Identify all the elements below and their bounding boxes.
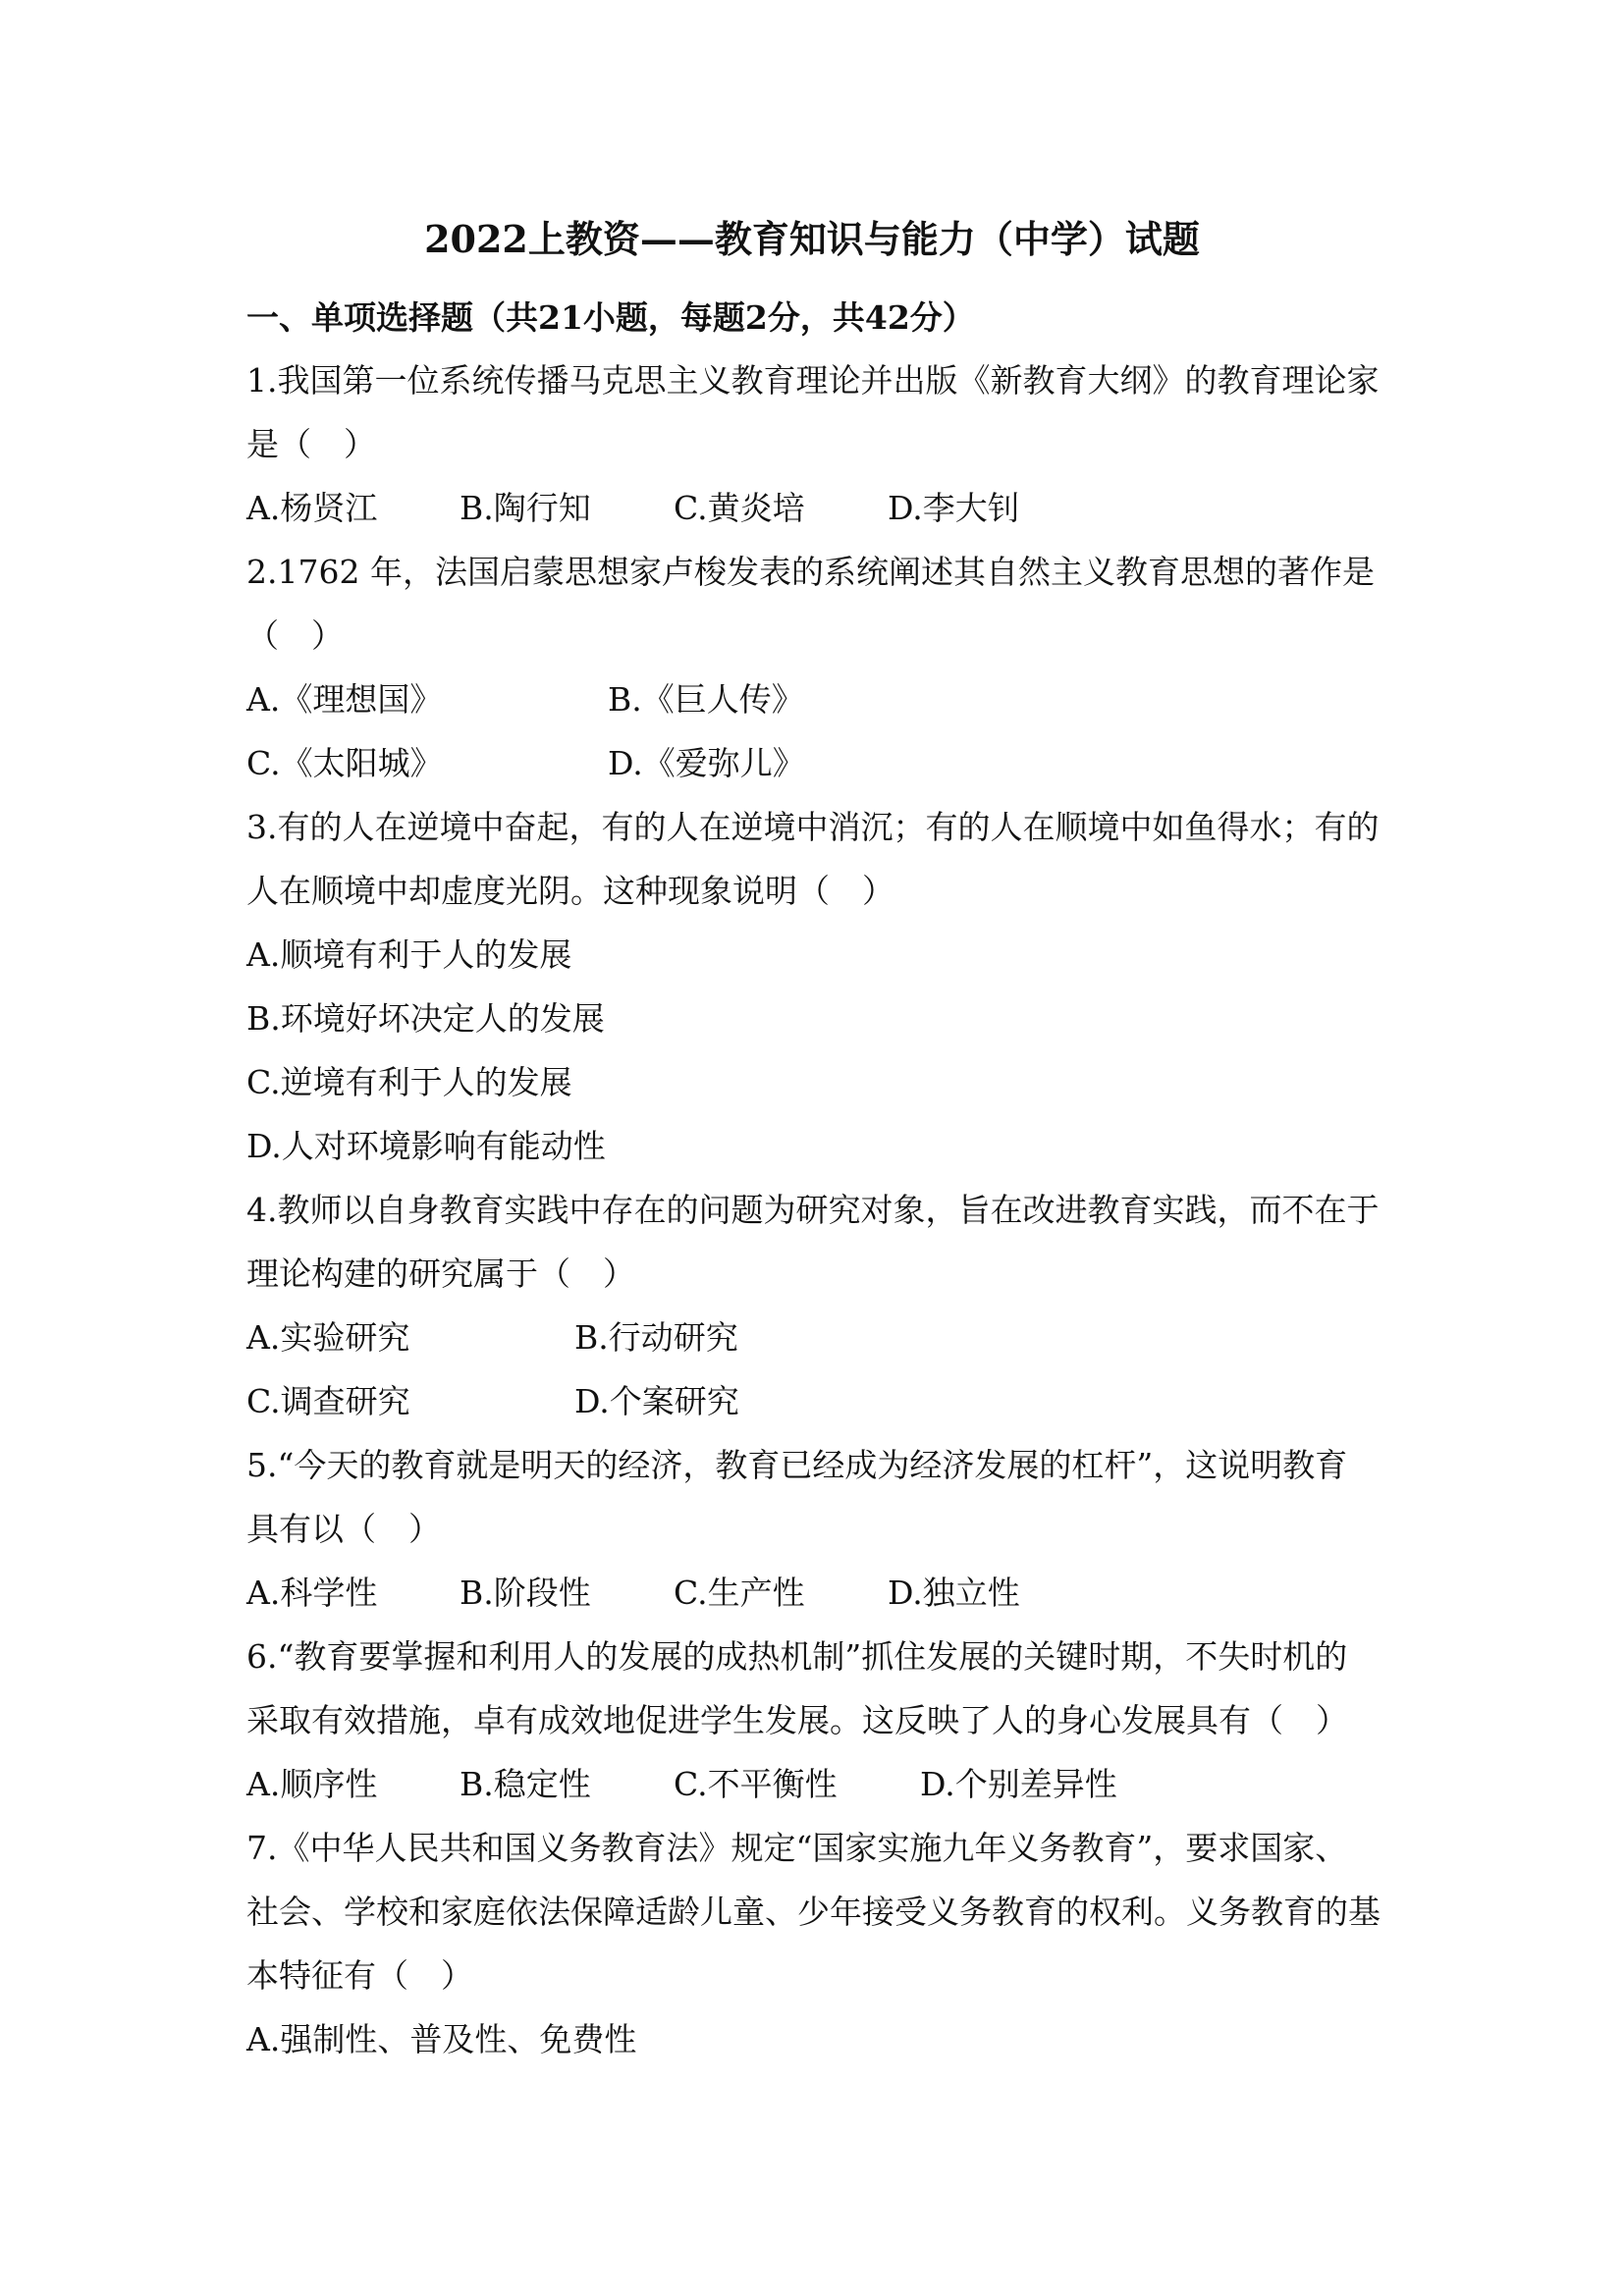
question-1-line-1: 1.我国第一位系统传播马克思主义教育理论并出版《新教育大纲》的教育理论家: [246, 361, 1380, 400]
question-1-line-2: 是（ ）: [246, 425, 376, 463]
question-4-option-b: B.行动研究: [574, 1318, 738, 1357]
question-3-option-d: D.人对环境影响有能动性: [246, 1127, 606, 1165]
question-4-option-a: A.实验研究: [246, 1318, 410, 1357]
question-6-line-2: 采取有效措施，卓有成效地促进学生发展。这反映了人的身心发展具有（ ）: [246, 1701, 1348, 1739]
question-2-option-c: C.《太阳城》: [246, 744, 443, 782]
question-5-option-d: D.独立性: [888, 1574, 1020, 1612]
question-1-option-d: D.李大钊: [888, 489, 1020, 527]
question-6-line-1: 6.“教育要掌握和利用人的发展的成热机制”抓住发展的关键时期，不失时机的: [246, 1637, 1348, 1676]
question-5-line-2: 具有以（ ）: [246, 1510, 441, 1548]
question-6-option-d: D.个别差异性: [920, 1765, 1117, 1803]
question-4-option-c: C.调查研究: [246, 1382, 410, 1420]
question-3-line-2: 人在顺境中却虚度光阴。这种现象说明（ ）: [246, 872, 894, 910]
question-3-option-a: A.顺境有利于人的发展: [246, 935, 572, 974]
question-4-line-2: 理论构建的研究属于（ ）: [246, 1255, 635, 1293]
question-5-option-b: B.阶段性: [460, 1574, 591, 1612]
question-4-option-d: D.个案研究: [574, 1382, 739, 1420]
question-3-line-1: 3.有的人在逆境中奋起，有的人在逆境中消沉；有的人在顺境中如鱼得水；有的: [246, 808, 1380, 846]
question-4-line-1: 4.教师以自身教育实践中存在的问题为研究对象，旨在改进教育实践，而不在于: [246, 1191, 1380, 1229]
question-2-line-2: （ ）: [246, 616, 344, 655]
question-7-option-a: A.强制性、普及性、免费性: [246, 2020, 637, 2058]
question-3-option-c: C.逆境有利于人的发展: [246, 1063, 572, 1101]
question-1-option-b: B.陶行知: [460, 489, 591, 527]
question-6-option-b: B.稳定性: [460, 1765, 591, 1803]
question-7-line-2: 社会、学校和家庭依法保障适龄儿童、少年接受义务教育的权利。义务教育的基: [246, 1893, 1380, 1931]
question-3-option-b: B.环境好坏决定人的发展: [246, 999, 605, 1038]
question-7-line-1: 7.《中华人民共和国义务教育法》规定“国家实施九年义务教育”，要求国家、: [246, 1829, 1348, 1867]
question-2-option-b: B.《巨人传》: [608, 680, 804, 719]
question-5-line-1: 5.“今天的教育就是明天的经济，教育已经成为经济发展的杠杆”，这说明教育: [246, 1446, 1348, 1484]
exam-title: 2022上教资——教育知识与能力（中学）试题: [424, 217, 1200, 261]
question-2-option-a: A.《理想国》: [246, 680, 443, 719]
question-5-option-a: A.科学性: [246, 1574, 378, 1612]
question-2-line-1: 2.1762 年，法国启蒙思想家卢梭发表的系统阐述其自然主义教育思想的著作是: [246, 553, 1375, 591]
question-1-option-a: A.杨贤江: [246, 489, 378, 527]
question-1-option-c: C.黄炎培: [674, 489, 805, 527]
question-5-option-c: C.生产性: [674, 1574, 805, 1612]
question-6-option-a: A.顺序性: [246, 1765, 378, 1803]
question-2-option-d: D.《爱弥儿》: [608, 744, 805, 782]
question-6-option-c: C.不平衡性: [674, 1765, 838, 1803]
question-7-line-3: 本特征有（ ）: [246, 1956, 473, 1995]
section-heading: 一、单项选择题（共21小题，每题2分，共42分）: [246, 298, 975, 337]
